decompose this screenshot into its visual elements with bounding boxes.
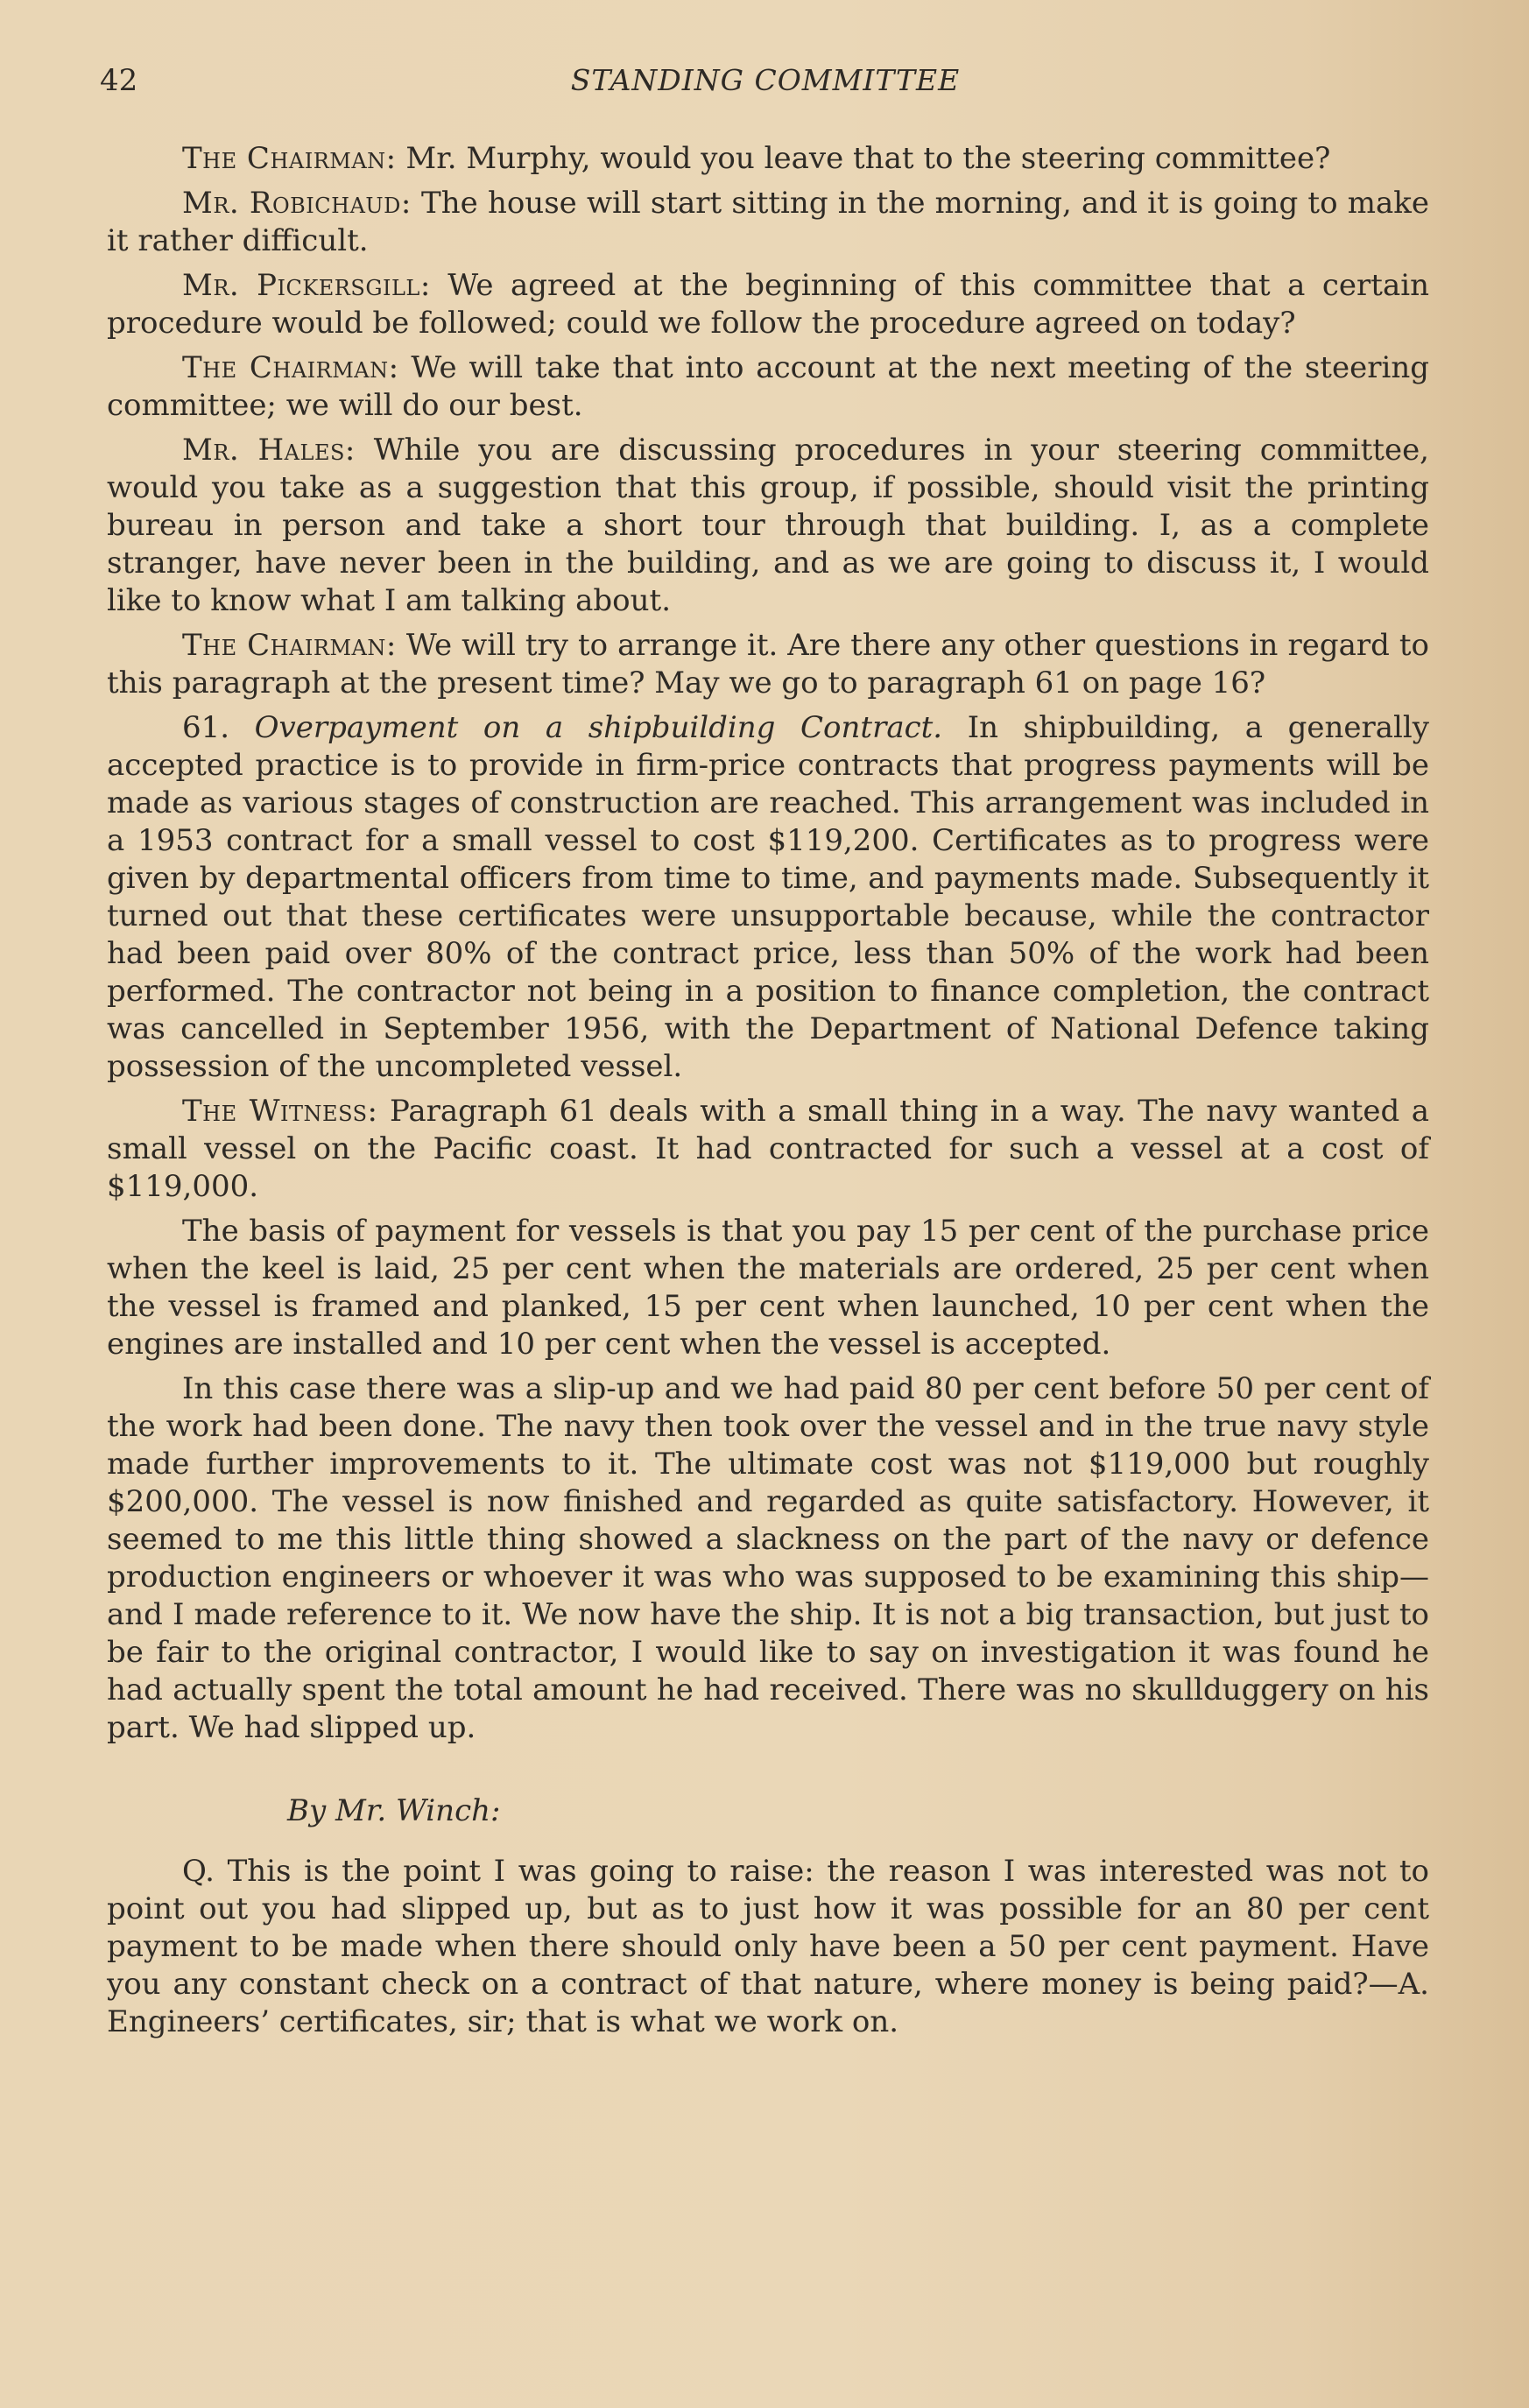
running-header [100, 63, 1431, 109]
paragraph-text: While you are discussing procedures in your steering committee, would you take as a suggestion that this group, if possible, should visit the printing bureau in person and take a short tour through that building. I, as a complete stranger, have never been in the building, and as we are going to discuss it, I would like to know what I am talking about. [107, 433, 1429, 618]
paragraph-witness [107, 1093, 1429, 1206]
item-number: 61. [182, 710, 255, 745]
paragraph-text: We will take that into account at the next meeting of the steering committee; we will do our best. [107, 350, 1430, 423]
paragraph-slip-up: In this case there was a slip-up and we had paid 80 per cent before 50 per cent of the work had been done. The navy then took over the vessel and in the true navy style made further improvements to it. The ultimate cost was not $119,000 but roughly $200,000. The vessel is now finished and regarded as quite satisfactory. However, it seemed to me this little thing showed a slackness on the part of the navy or defence production engineers or whoever it was who was supposed to be examining this ship—and I made reference to it. We now have the ship. It is not a big transaction, but just to be fair to the original contractor, I would like to say on investigation it was found he had actually spent the total amount he had received. There was no skullduggery on his part. We had slipped up. [107, 1371, 1429, 1745]
speaker-name: Mr. Pickersgill: [182, 268, 431, 303]
item-heading: Overpayment on a shipbuilding Contract. [254, 710, 943, 745]
paragraph-text: Paragraph 61 deals with a small thing in a way. The navy wanted a small vessel on the Pacific coast. It had contracted for such a vessel at a cost of $119,000. [107, 1094, 1429, 1204]
paragraph-hales [107, 432, 1429, 620]
paragraph-text: The house will start sitting in the morning, and it is going to make it rather difficult. [107, 186, 1429, 258]
paragraph-question-answer: Q. This is the point I was going to raise: the reason I was interested was not to point out you had slipped up, but as to just how it was possible for an 80 per cent payment to be made when there should only have been a 50 per cent payment. Have you any constant check on a contract of that nature, where money is being paid?—A. Engineers’ certificates, sir; that is what we work on. [107, 1854, 1429, 2039]
speaker-name: Mr. Hales: [182, 433, 356, 468]
speaker-name: The Witness: [182, 1094, 378, 1129]
paragraph-robichaud [107, 185, 1429, 260]
running-title: STANDING COMMITTEE [570, 63, 961, 97]
paragraph-text: We will try to arrange it. Are there any other questions in regard to this paragraph at the present time? May we go to paragraph 61 on page 16? [107, 628, 1430, 701]
paragraph-text: We agreed at the beginning of this committee that a certain procedure would be followed; could we follow the procedure agreed on today? [107, 268, 1430, 341]
speaker-name: Mr. Robichaud: [182, 186, 412, 221]
paragraph-chairman-3 [107, 627, 1429, 702]
page-body [107, 140, 1429, 2048]
speaker-name: The Chairman: [182, 141, 397, 176]
page-number: 42 [100, 63, 138, 98]
paragraph-pickersgill [107, 267, 1429, 342]
paragraph-text: In shipbuilding, a generally accepted practice is to provide in firm-price contracts that progress payments will be made as various stages of construction are reached. This arrangement was included in a 1953 contract for a small vessel to cost $119,200. Certificates as to progress were given by departmental officers from time to time, and payments made. Subsequently it turned out that these certificates were unsupportable because, while the contractor had been paid over 80% of the contract price, less than 50% of the work had been performed. The contractor not being in a position to finance completion, the contract was cancelled in September 1956, with the Department of National Defence taking possession of the uncompleted vessel. [107, 710, 1429, 1084]
questioner-byline: By Mr. Winch: [287, 1793, 501, 1828]
speaker-name: The Chairman: [182, 628, 397, 663]
paragraph-payment-basis: The basis of payment for vessels is that you pay 15 per cent of the purchase price when the keel is laid, 25 per cent when the materials are ordered, 25 per cent when the vessel is framed and planked, 15 per cent when launched, 10 per cent when the engines are installed and 10 per cent when the vessel is accepted. [107, 1214, 1429, 1362]
paragraph-text: Mr. Murphy, would you leave that to the steering committee? [396, 141, 1331, 176]
paragraph-chairman-1 [107, 140, 1429, 178]
paragraph-chairman-2 [107, 349, 1429, 425]
paragraph-item-61 [107, 709, 1429, 1086]
speaker-name: The Chairman: [182, 350, 399, 385]
